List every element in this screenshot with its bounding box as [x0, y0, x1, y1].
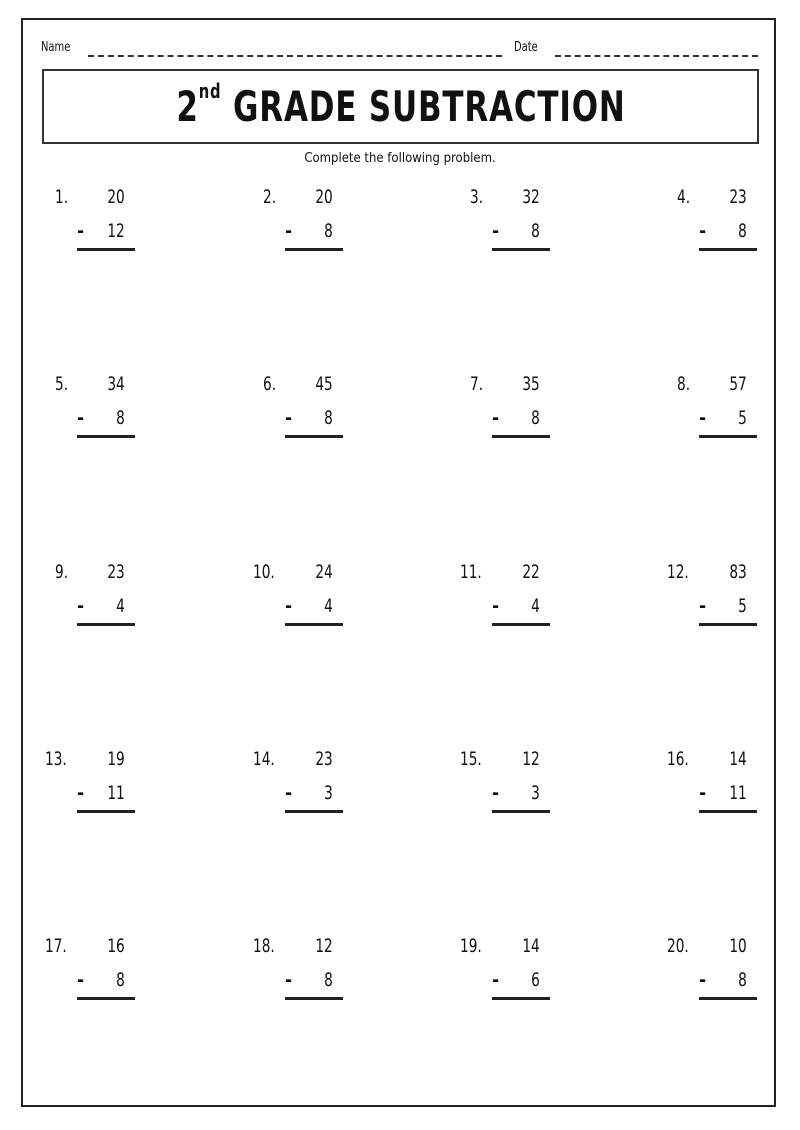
problem-item [470, 373, 548, 443]
title-text: GRADE SUBTRACTION [232, 82, 626, 131]
problem-number: 18. [253, 935, 275, 957]
problem-number: 7. [470, 373, 484, 395]
answer-line[interactable] [285, 435, 343, 438]
subtrahend: 8 [116, 407, 125, 429]
subtrahend: 3 [324, 782, 333, 804]
answer-line[interactable] [77, 623, 135, 626]
minus-sign: - [492, 969, 500, 991]
answer-line[interactable] [699, 997, 757, 1000]
subtrahend: 8 [531, 220, 540, 242]
minuend: 23 [107, 561, 125, 583]
subtrahend: 8 [531, 407, 540, 429]
problem-number: 2. [263, 186, 277, 208]
minuend: 22 [522, 561, 540, 583]
problem-item [55, 561, 133, 631]
problem-item [667, 935, 755, 1005]
answer-line[interactable] [77, 997, 135, 1000]
page-title [176, 71, 625, 143]
problem-number: 19. [460, 935, 482, 957]
subtrahend: 3 [531, 782, 540, 804]
subtrahend: 4 [531, 595, 540, 617]
problem-item [470, 186, 548, 256]
problem-number: 14. [253, 748, 275, 770]
answer-line[interactable] [77, 248, 135, 251]
minuend: 35 [522, 373, 540, 395]
name-field[interactable] [88, 55, 502, 57]
answer-line[interactable] [492, 997, 550, 1000]
subtrahend: 8 [324, 220, 333, 242]
page-border [21, 18, 776, 1107]
answer-line[interactable] [285, 623, 343, 626]
answer-line[interactable] [699, 810, 757, 813]
subtrahend: 6 [531, 969, 540, 991]
answer-line[interactable] [285, 810, 343, 813]
problem-number: 9. [55, 561, 69, 583]
minus-sign: - [77, 407, 85, 429]
problem-number: 1. [55, 186, 69, 208]
minus-sign: - [492, 220, 500, 242]
answer-line[interactable] [699, 248, 757, 251]
problem-item [677, 186, 755, 256]
date-label: Date [514, 40, 538, 55]
subtrahend: 5 [738, 407, 747, 429]
problem-number: 15. [460, 748, 482, 770]
minuend: 20 [315, 186, 333, 208]
problem-number: 13. [45, 748, 67, 770]
subtrahend: 12 [107, 220, 125, 242]
minuend: 32 [522, 186, 540, 208]
problem-item [263, 373, 341, 443]
title-box [42, 69, 759, 144]
problem-item [55, 186, 133, 256]
problem-item [667, 748, 755, 818]
minuend: 19 [107, 748, 125, 770]
minuend: 12 [522, 748, 540, 770]
minuend: 57 [729, 373, 747, 395]
minuend: 23 [315, 748, 333, 770]
minus-sign: - [77, 595, 85, 617]
problem-number: 16. [667, 748, 689, 770]
problem-number: 4. [677, 186, 691, 208]
subtrahend: 8 [738, 220, 747, 242]
minuend: 14 [522, 935, 540, 957]
answer-line[interactable] [285, 997, 343, 1000]
problem-number: 17. [45, 935, 67, 957]
minuend: 24 [315, 561, 333, 583]
minus-sign: - [699, 220, 707, 242]
minus-sign: - [699, 407, 707, 429]
answer-line[interactable] [699, 435, 757, 438]
minus-sign: - [699, 969, 707, 991]
instructions: Complete the following problem. [304, 151, 496, 166]
subtrahend: 4 [324, 595, 333, 617]
problem-item [667, 561, 755, 631]
problem-item [263, 186, 341, 256]
problem-number: 6. [263, 373, 277, 395]
answer-line[interactable] [285, 248, 343, 251]
answer-line[interactable] [77, 435, 135, 438]
problem-item [460, 748, 548, 818]
problem-item [45, 748, 133, 818]
problem-number: 8. [677, 373, 691, 395]
minus-sign: - [77, 782, 85, 804]
subtrahend: 11 [107, 782, 125, 804]
problem-number: 20. [667, 935, 689, 957]
title-ordinal: 2 [175, 82, 199, 131]
minus-sign: - [699, 595, 707, 617]
problem-item [55, 373, 133, 443]
subtrahend: 8 [738, 969, 747, 991]
problem-item [253, 561, 341, 631]
title-suffix: nd [198, 79, 221, 103]
minuend: 10 [729, 935, 747, 957]
subtrahend: 8 [116, 969, 125, 991]
minus-sign: - [77, 969, 85, 991]
minus-sign: - [285, 782, 293, 804]
minus-sign: - [285, 969, 293, 991]
problem-number: 3. [470, 186, 484, 208]
subtrahend: 4 [116, 595, 125, 617]
problem-number: 10. [253, 561, 275, 583]
answer-line[interactable] [492, 248, 550, 251]
minus-sign: - [285, 220, 293, 242]
minus-sign: - [285, 595, 293, 617]
minus-sign: - [492, 782, 500, 804]
answer-line[interactable] [699, 623, 757, 626]
problem-item [460, 561, 548, 631]
answer-line[interactable] [77, 810, 135, 813]
problem-item [253, 748, 341, 818]
minus-sign: - [77, 220, 85, 242]
minuend: 14 [729, 748, 747, 770]
problem-number: 5. [55, 373, 69, 395]
minus-sign: - [699, 782, 707, 804]
problem-item [460, 935, 548, 1005]
answer-line[interactable] [492, 623, 550, 626]
answer-line[interactable] [492, 810, 550, 813]
subtrahend: 5 [738, 595, 747, 617]
minuend: 23 [729, 186, 747, 208]
minus-sign: - [492, 407, 500, 429]
minus-sign: - [492, 595, 500, 617]
problem-number: 12. [667, 561, 689, 583]
minuend: 83 [729, 561, 747, 583]
problem-item [45, 935, 133, 1005]
minuend: 16 [107, 935, 125, 957]
minus-sign: - [285, 407, 293, 429]
minuend: 20 [107, 186, 125, 208]
subtrahend: 8 [324, 969, 333, 991]
minuend: 45 [315, 373, 333, 395]
minuend: 34 [107, 373, 125, 395]
name-label: Name [41, 40, 71, 55]
problem-item [677, 373, 755, 443]
minuend: 12 [315, 935, 333, 957]
date-field[interactable] [555, 55, 758, 57]
answer-line[interactable] [492, 435, 550, 438]
subtrahend: 11 [729, 782, 747, 804]
subtrahend: 8 [324, 407, 333, 429]
problem-item [253, 935, 341, 1005]
problem-number: 11. [460, 561, 482, 583]
